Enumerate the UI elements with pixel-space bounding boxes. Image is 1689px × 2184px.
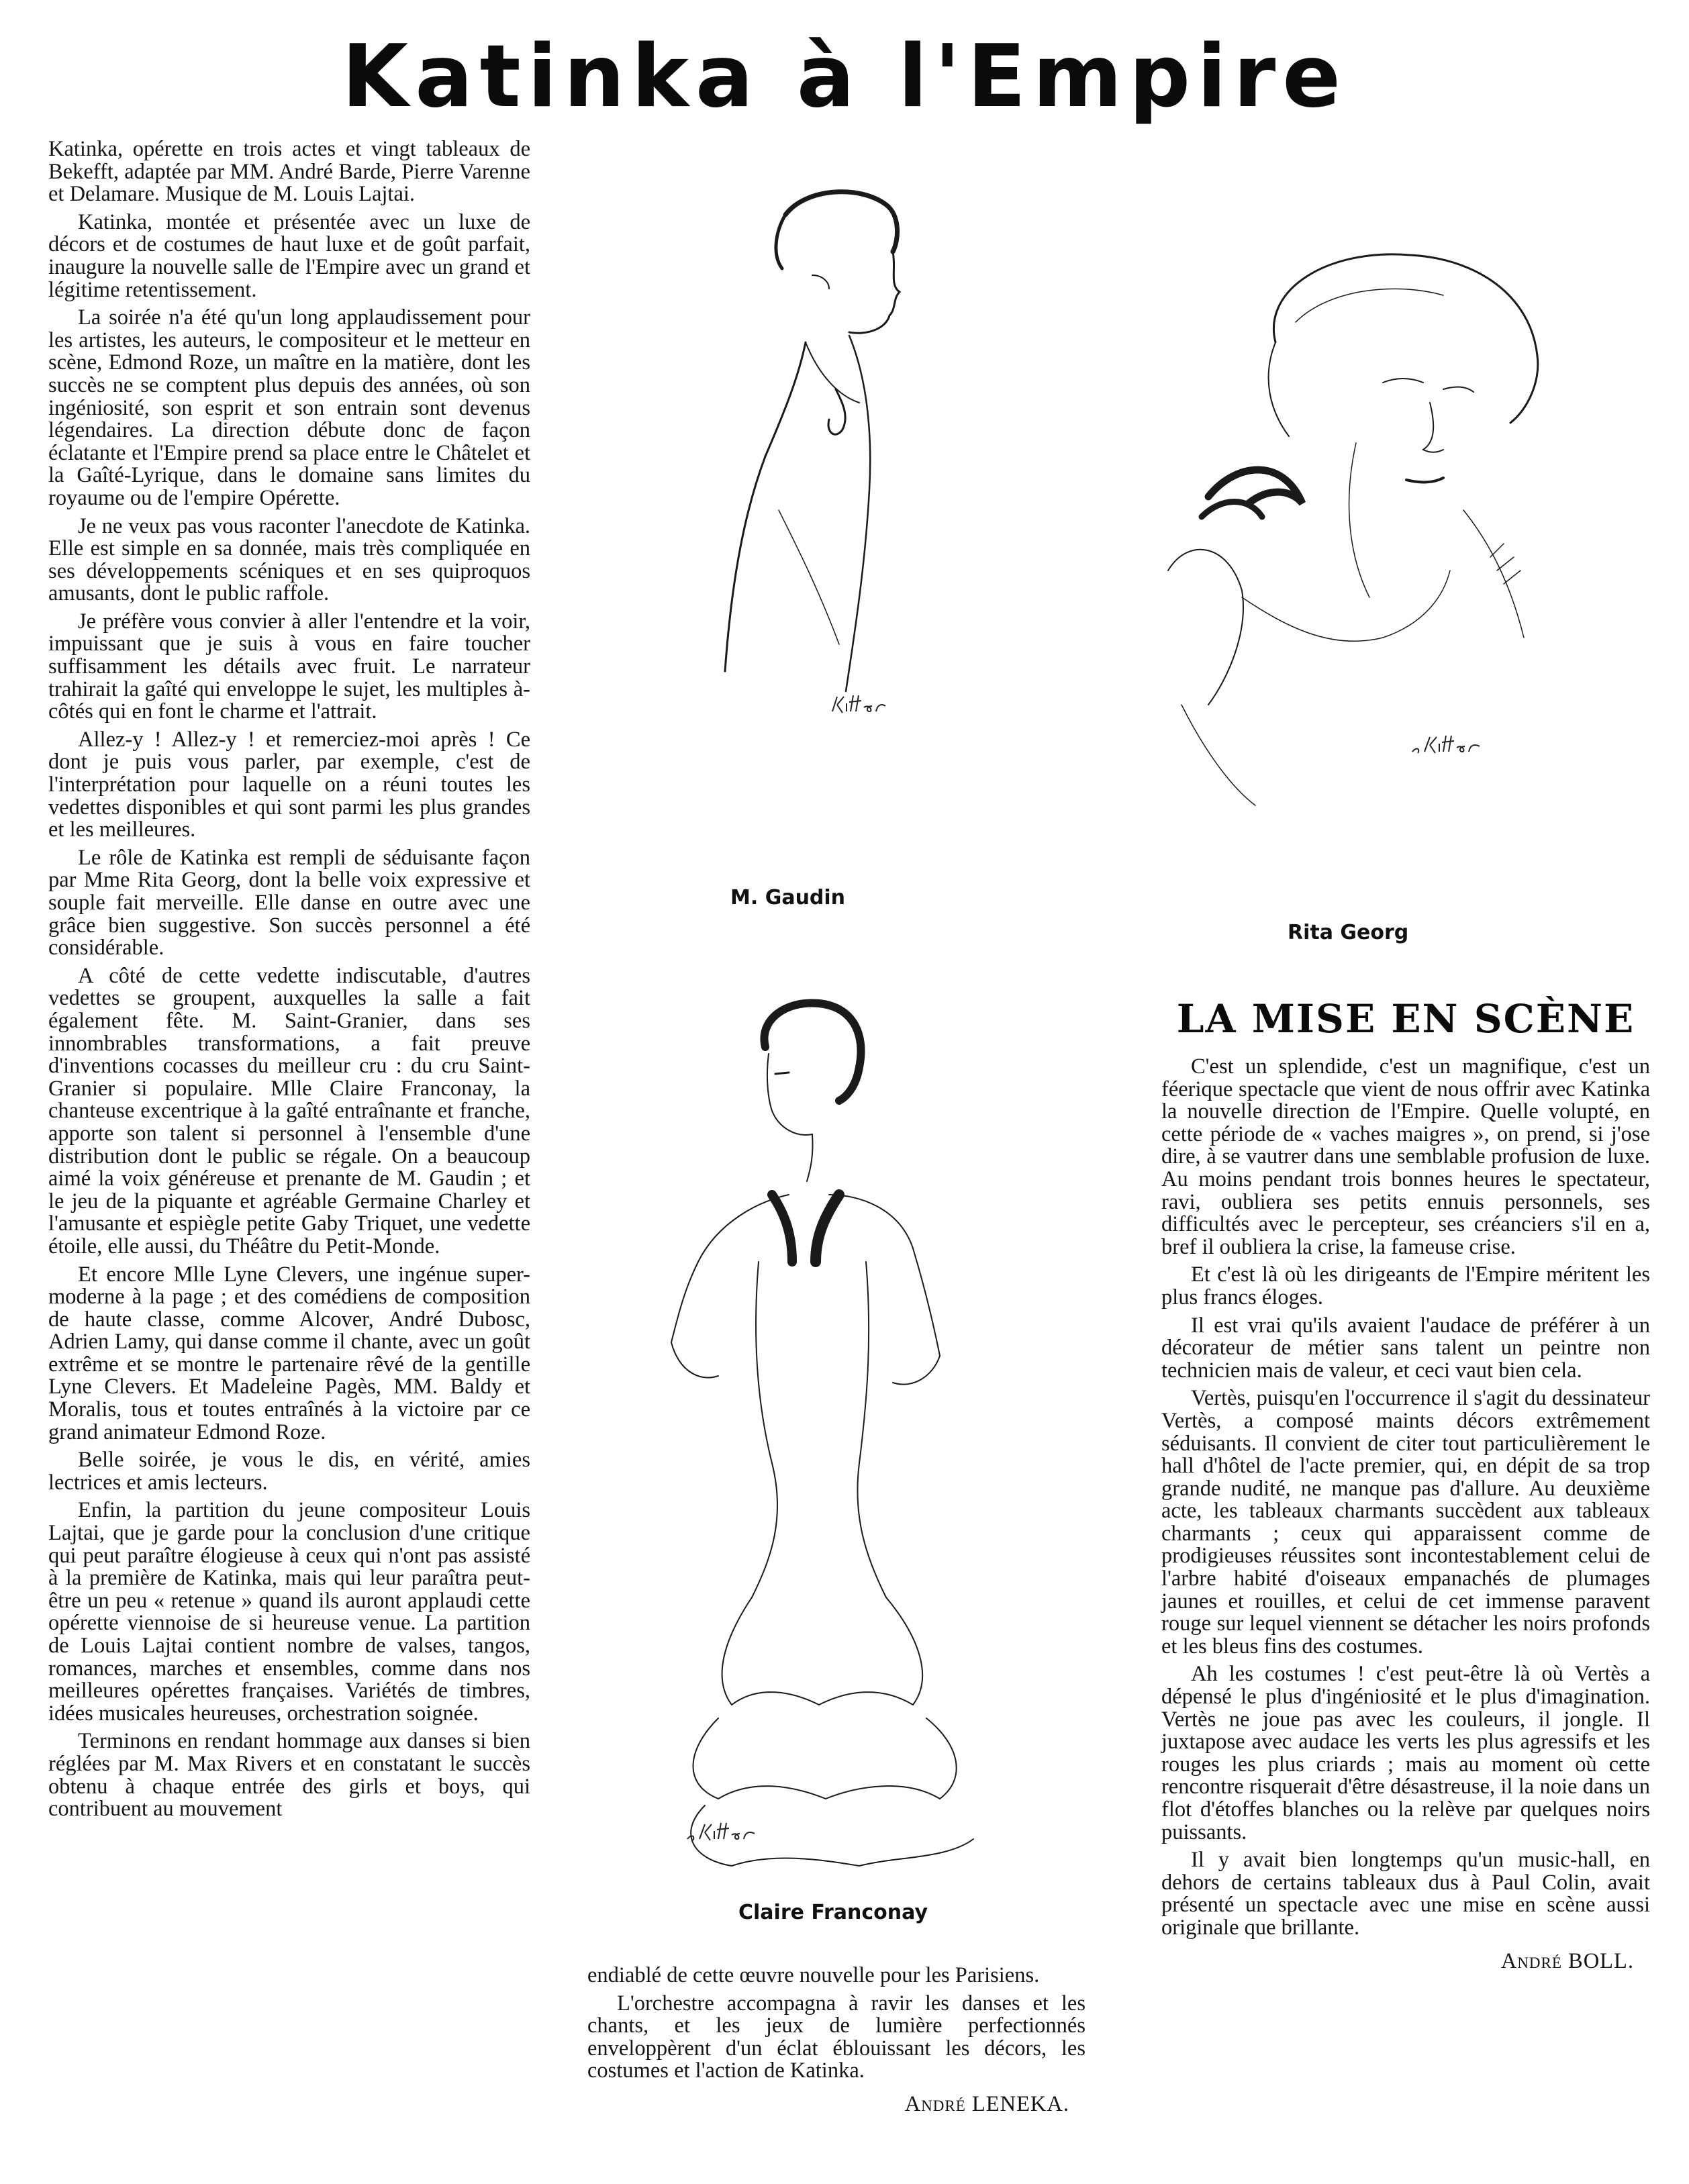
paragraph: Vertès, puisqu'en l'occurrence il s'agit du dessinateur Vertès, a composé maints décors extrêmement séduisants. Il convient de citer tout particulièrement le hall d'hôtel de l'acte premier, qui, en dépit de sa trop grande nudité, ne manque pas d'allure. Au deuxième acte, les tableaux charmants succèdent aux tableaux charmants ; ceux qui apparaissent comme de prodigieuses réussites sont incontestablement celui de l'arbre habité d'oiseaux empanachés de plumages jaunes et rouilles, et celui de cet immense paravent rouge sur lequel viennent se détacher les noirs profonds et les bleus fins des costumes. bbox=[1161, 1386, 1650, 1658]
sketch-rita-georg bbox=[1128, 221, 1598, 812]
paragraph: Il y avait bien longtemps qu'un music-hall, en dehors de certains tableaux dus à Paul Colin, avait présenté un spectacle avec une mise en scène aussi originale que brillante. bbox=[1161, 1848, 1650, 1940]
paragraph: L'orchestre accompagna à ravir les danses et les chants, et les jeux de lumière perfectionnés enveloppèrent d'un éclat éblouissant les décors, les costumes et l'action de Katinka. bbox=[587, 1991, 1085, 2083]
article-signature: André LENEKA. bbox=[904, 2091, 1069, 2116]
paragraph: Il est vrai qu'ils avaient l'audace de préférer à un décorateur de métier sans talent un peintre non technicien mais de valeur, et ceci vaut bien cela. bbox=[1161, 1313, 1650, 1383]
paragraph: C'est un splendide, c'est un magnifique, c'est un féerique spectacle que vient de nous offrir avec Katinka la nouvelle direction de l'Empire. Quelle volupté, en cette période de « vaches maigres », on prend, si j'ose dire, à se vautrer dans une semblable profusion de luxe. Au moins pendant trois bonnes heures le spectateur, ravi, oubliera ses petits ennuis personnels, ses difficultés avec le percepteur, ses créanciers s'il en a, bref il oubliera la crise, la fameuse crise. bbox=[1161, 1054, 1650, 1259]
paragraph: A côté de cette vedette indiscutable, d'autres vedettes se groupent, auxquelles la salle a fait également fête. M. Saint-Granier, dans ses innombrables transformations, a fait preuve d'inventions cocasses du meilleur cru : du cru Saint-Granier si populaire. Mlle Claire Franconay, la chanteuse excentrique à la gaîté entraînante et franche, apporte son talent si personnel à l'ensemble d'une distribution dont le public se régale. On a beaucoup aimé la voix généreuse et prenante de M. Gaudin ; et le jeu de la piquante et agréable Germaine Charley et l'amusante et espiègle petite Gaby Triquet, une vedette étoile, elle aussi, du Théâtre du Petit-Monde. bbox=[48, 963, 530, 1258]
paragraph: Ah les costumes ! c'est peut-être là où Vertès a dépensé le plus d'ingéniosité et le plus d'imagination. Vertès ne joue pas avec les couleurs, il jongle. Il juxtapose avec audace les verts les plus agressifs et les rouges les plus criards ; mais au moment où cette rencontre risquerait d'être désastreuse, il la noie dans un flot d'étoffes blanches ou la relève par quelques noirs puissants. bbox=[1161, 1662, 1650, 1844]
caption-gaudin: M. Gaudin bbox=[730, 886, 846, 909]
section-title: LA MISE EN SCÈNE bbox=[1176, 996, 1635, 1042]
paragraph: Enfin, la partition du jeune compositeur Louis Lajtai, que je garde pour la conclusion d'une critique qui peut paraître élogieuse à ceux qui n'ont pas assisté à la première de Katinka, mais qui leur paraîtra peut-être un peu « retenue » quand ils auront applaudi cette opérette viennoise de si heureuse venue. La partition de Louis Lajtai contient nombre de valses, tangos, romances, marches et ensembles, comme dans nos meilleures opérettes françaises. Variétés de timbres, idées musicales heureuses, orchestration soignée. bbox=[48, 1498, 530, 1726]
center-text-column bbox=[587, 1965, 1085, 2116]
paragraph: Terminons en rendant hommage aux danses si bien réglées par M. Max Rivers et en constatant le succès obtenu à chaque entrée des girls et boys, qui contribuent au mouvement bbox=[48, 1729, 530, 1822]
right-text-column bbox=[1161, 1056, 1650, 1973]
paragraph: Je ne veux pas vous raconter l'anecdote de Katinka. Elle est simple en sa donnée, mais très compliquée en ses développements scéniques et en ses quiproquos amusants, dont le public raffole. bbox=[48, 513, 530, 606]
paragraph: La soirée n'a été qu'un long applaudissement pour les artistes, les auteurs, le compositeur et le metteur en scène, Edmond Roze, un maître en la matière, dont les succès ne se comptent plus depuis des années, où son ingéniosité, son esprit et son entrain sont devenus légendaires. La direction débute donc de façon éclatante et l'Empire prend sa place entre le Châtelet et la Gaîté-Lyrique, dans le domaine sans limites du royaume ou de l'empire Opérette. bbox=[48, 305, 530, 510]
left-text-column bbox=[48, 138, 530, 1826]
sketch-gaudin bbox=[705, 175, 973, 745]
paragraph: Belle soirée, je vous le dis, en vérité, amies lectrices et amis lecteurs. bbox=[48, 1448, 530, 1495]
paragraph: Le rôle de Katinka est rempli de séduisante façon par Mme Rita Georg, dont la belle voix expressive et souple fait merveille. Elle danse en outre avec une grâce bien suggestive. Son succès personnel a été considérable. bbox=[48, 845, 530, 960]
paragraph: Et encore Mlle Lyne Clevers, une ingénue super-moderne à la page ; et des comédiens de composition de haute classe, comme Alcover, André Dubosc, Adrien Lamy, qui danse comme il chante, avec un goût extrême et se montre le partenaire rêvé de la gentille Lyne Clevers. Et Madeleine Pagès, MM. Baldy et Moralis, tous et toutes entraînés à la victoire par ce grand animateur Edmond Roze. bbox=[48, 1262, 530, 1444]
paragraph: Et c'est là où les dirigeants de l'Empire méritent les plus francs éloges. bbox=[1161, 1262, 1650, 1309]
sketch-claire-franconay bbox=[658, 993, 1007, 1886]
paragraph: endiablé de cette œuvre nouvelle pour les Parisiens. bbox=[587, 1963, 1040, 1987]
paragraph: Katinka, opérette en trois actes et vingt tableaux de Bekefft, adaptée par MM. André Barde, Pierre Varenne et Delamare. Musique de M. Louis Lajtai. bbox=[48, 137, 530, 207]
caption-rita-georg: Rita Georg bbox=[1288, 921, 1409, 944]
paragraph: Allez-y ! Allez-y ! et remerciez-moi après ! Ce dont je puis vous parler, par exemple, c'est de l'interprétation pour laquelle on a réuni toutes les vedettes disponibles et qui sont parmi les plus grandes et les meilleures. bbox=[48, 727, 530, 842]
paragraph: Katinka, montée et présentée avec un luxe de décors et de costumes de haut luxe et de goût parfait, inaugure la nouvelle salle de l'Empire avec un grand et légitime retentissement. bbox=[48, 209, 530, 302]
section-signature: André BOLL. bbox=[1500, 1948, 1634, 1973]
article-headline: Katinka à l'Empire bbox=[341, 27, 1348, 127]
paragraph: Je préfère vous convier à aller l'entendre et la voir, impuissant que je suis à vous en faire toucher suffisamment les détails avec fruit. Le narrateur trahirait la gaîté qui enveloppe le sujet, les multiples à-côtés qui en font le charme et l'attrait. bbox=[48, 609, 530, 724]
caption-claire-franconay: Claire Franconay bbox=[738, 1901, 928, 1924]
